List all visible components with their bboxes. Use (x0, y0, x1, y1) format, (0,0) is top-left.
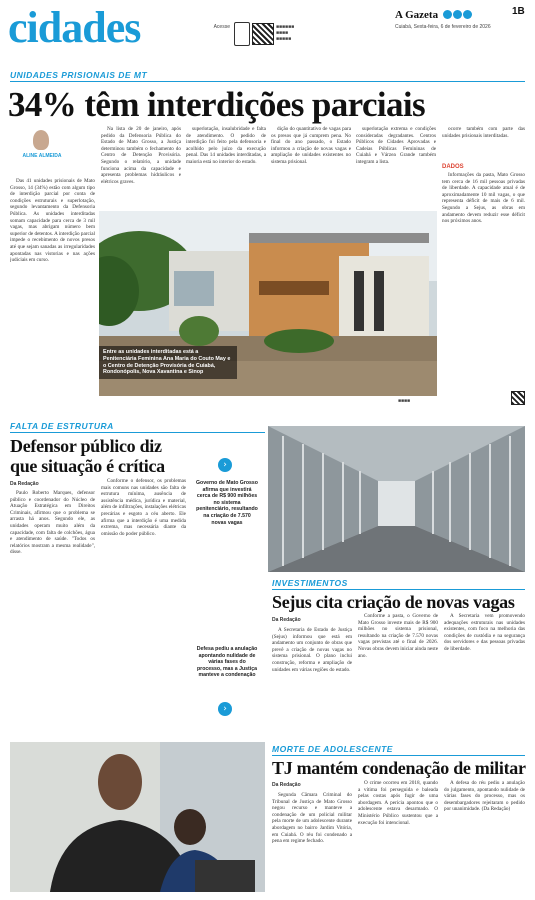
quote-icon: › (218, 458, 232, 472)
courtroom-photo (10, 742, 265, 892)
story3-column: A Secretaria de Estado de Justiça (Sejus) informou que está em andamento um conjunto de obras que prevê a criação de novas vagas no sistema prisional. O plano inclui construção, reforma e ampliação de unidades em várias regiões do estado. (272, 627, 352, 673)
story1-column: ocorre também com parte das unidades prisionais interditadas. (442, 126, 525, 139)
story2-column: Paulo Roberto Marques, defensor público e coordenador do Núcleo de Atuação Estratégica em Direitos Criminais, afirmou que o problema se arrasta há anos. Segundo ele, as unidades operam muito além da capacidade, com falta de colchões, água e atendimento de saúde. "Todos os relatórios mostram a mesma realidade", disse. (10, 490, 95, 556)
story2-byline: Da Redação (10, 481, 39, 487)
divider (272, 589, 525, 590)
divider (272, 755, 525, 756)
story3-headline: Sejus cita criação de novas vagas (272, 592, 515, 612)
story4-column: A defesa do réu pediu a anulação do julgamento, apontando nulidade de várias fases do processo, mas os desembargadores rejeitaram o pedido por unanimidade. (Da Redação) (444, 780, 525, 813)
social-icon (443, 10, 452, 19)
story1-column: superlotação, insalubridade e falta de atendimento. O pedido de interdição foi feito pela defensoria e acolhido pelo juízo da execução penal. Das 14 unidades interditadas, a maioria está no interior do estado. (186, 126, 266, 165)
divider (10, 432, 265, 433)
photo-caption: Entre as unidades interditadas está a Penitenciária Feminina Ana Maria do Couto May e o Centro de Detenção Provisória de Cuiabá, Rondonópolis, Nova Xavantina e Sinop (99, 346, 237, 379)
story4-byline: Da Redação (272, 782, 301, 788)
newspaper-logo (395, 5, 472, 23)
story1-column: Informações da pasta, Mato Grosso tem cerca de 16 mil pessoas privadas de liberdade. A capacidade atual é de aproximadamente 10 mil vagas, o que representa déficit de mais de 6 mil. Segundo a Sejus, as obras em andamento devem reduzir esse déficit nos próximos anos. (442, 172, 525, 225)
author-photo (33, 130, 49, 150)
story4-headline: TJ mantém condenação de militar (272, 758, 526, 778)
promo-text: Acesse (213, 24, 230, 30)
social-icon (453, 10, 462, 19)
section-title: cidades (8, 3, 141, 52)
qr-code-icon (511, 391, 525, 405)
dateline: Cuiabá, Sexta-feira, 6 de fevereiro de 2026 (395, 24, 491, 30)
quote-icon: › (218, 702, 232, 716)
story1-column: dição do quantitativo de vagas para os presos que já cumprem pena. No final do ano passado, o Estado informou a criação de novas vagas e ampliação de unidades existentes no sistema prisional. (271, 126, 351, 165)
prison-building-photo (99, 211, 437, 396)
story1-headline: 34% têm interdições parciais (8, 85, 426, 124)
story2-kicker: FALTA DE ESTRUTURA (10, 421, 114, 431)
page-number: 1B (512, 6, 525, 17)
story1-column: superlotação extrema e condições consideradas degradantes. Centros Públicos de Cidades Aprovadas e Cadeias Públicas Femininas de Cuiabá e Várzea Grande também integram a lista. (356, 126, 436, 165)
story4-column: Segunda Câmara Criminal do Tribunal de Justiça de Mato Grosso negou recurso e manteve a condenação de um policial militar pela morte de um adolescente durante abordagem no bairro Jardim Vitória, em Cuiabá. O réu foi condenado a pena em regime fechado. (272, 792, 352, 845)
story1-byline: ALINE ALMEIDA (22, 153, 62, 159)
promo-lines: ■■■■■■ ■■■■ ■■■■■ (276, 24, 295, 42)
story3-kicker: INVESTIMENTOS (272, 578, 348, 588)
story2-column: Conforme o defensor, os problemas mais comuns nas unidades são falta de estrutura mínima, ausência de assistência médica, jurídica e material, além de infiltrações, instalações elétricas precárias e esgoto a céu aberto. Ele afirma que a interdição é uma medida extrema, mas necessária diante da omissão do poder público. (101, 478, 186, 537)
story4-kicker: MORTE DE ADOLESCENTE (272, 744, 393, 754)
story2-headline: Defensor público diz que situação é crítica (10, 436, 165, 476)
divider (10, 81, 525, 82)
prison-corridor-photo (268, 426, 525, 572)
story3-column: Conforme a pasta, o Governo de Mato Grosso investe mais de R$ 900 milhões no sistema prisional, resultando na criação de 7.570 novas vagas previstas até o final de 2026. Novas obras devem iniciar ainda neste ano. (358, 613, 438, 659)
story1-kicker: UNIDADES PRISIONAIS DE MT (10, 70, 148, 80)
qr-code-icon (252, 23, 274, 45)
story4-column: O crime ocorreu em 2018, quando a vítima foi perseguida e baleada pelas costas após fugir de uma abordagem. A perícia apontou que o adolescente estava desarmado. O Ministério Público sustentou que a execução foi intencional. (358, 780, 438, 826)
photo-credit: ■■■■ (398, 398, 411, 404)
pull-quote: Governo de Mato Grosso afirma que investirá cerca de R$ 900 milhões no sistema penitenciário, resultando na criação de 7.570 novas vagas (196, 480, 258, 526)
dados-label: DADOS (442, 164, 464, 170)
social-icon (463, 10, 472, 19)
newspaper-name: A Gazeta (395, 9, 439, 21)
story3-byline: Da Redação (272, 617, 301, 623)
story1-column: Das 41 unidades prisionais de Mato Grosso, 14 (34%) estão com algum tipo de interdição parcial por conta de condições estruturais e superlotação, segundo levantamento da Defensoria Pública. As unidades interditadas somam capacidade para cerca de 3 mil vagas, mas abrigam número bem superior de detentos. A interdição parcial impede o recebimento de novos presos até que sejam sanadas as irregularidades apontadas nas vistorias e nas ações judiciais em curso. (10, 178, 95, 264)
phone-icon (234, 22, 250, 46)
story3-column: A Secretaria vem promovendo adequações estruturais nas unidades existentes, com foco na melhoria das condições de custódia e na segurança dos servidores e das pessoas privadas de liberdade. (444, 613, 525, 652)
pull-quote: Defesa pediu a anulação apontando nulidade de várias fases do processo, mas a Justiça manteve a condenação (196, 646, 258, 679)
story1-column: Na lista de 20 de janeiro, após pedido da Defensoria Pública do Estado de Mato Grosso, a Justiça determinou também o fechamento do Centro de Detenção Provisória. Segundo o relatório, a unidade funciona acima da capacidade e apresenta problemas hidráulicos e elétricos graves. (101, 126, 181, 185)
